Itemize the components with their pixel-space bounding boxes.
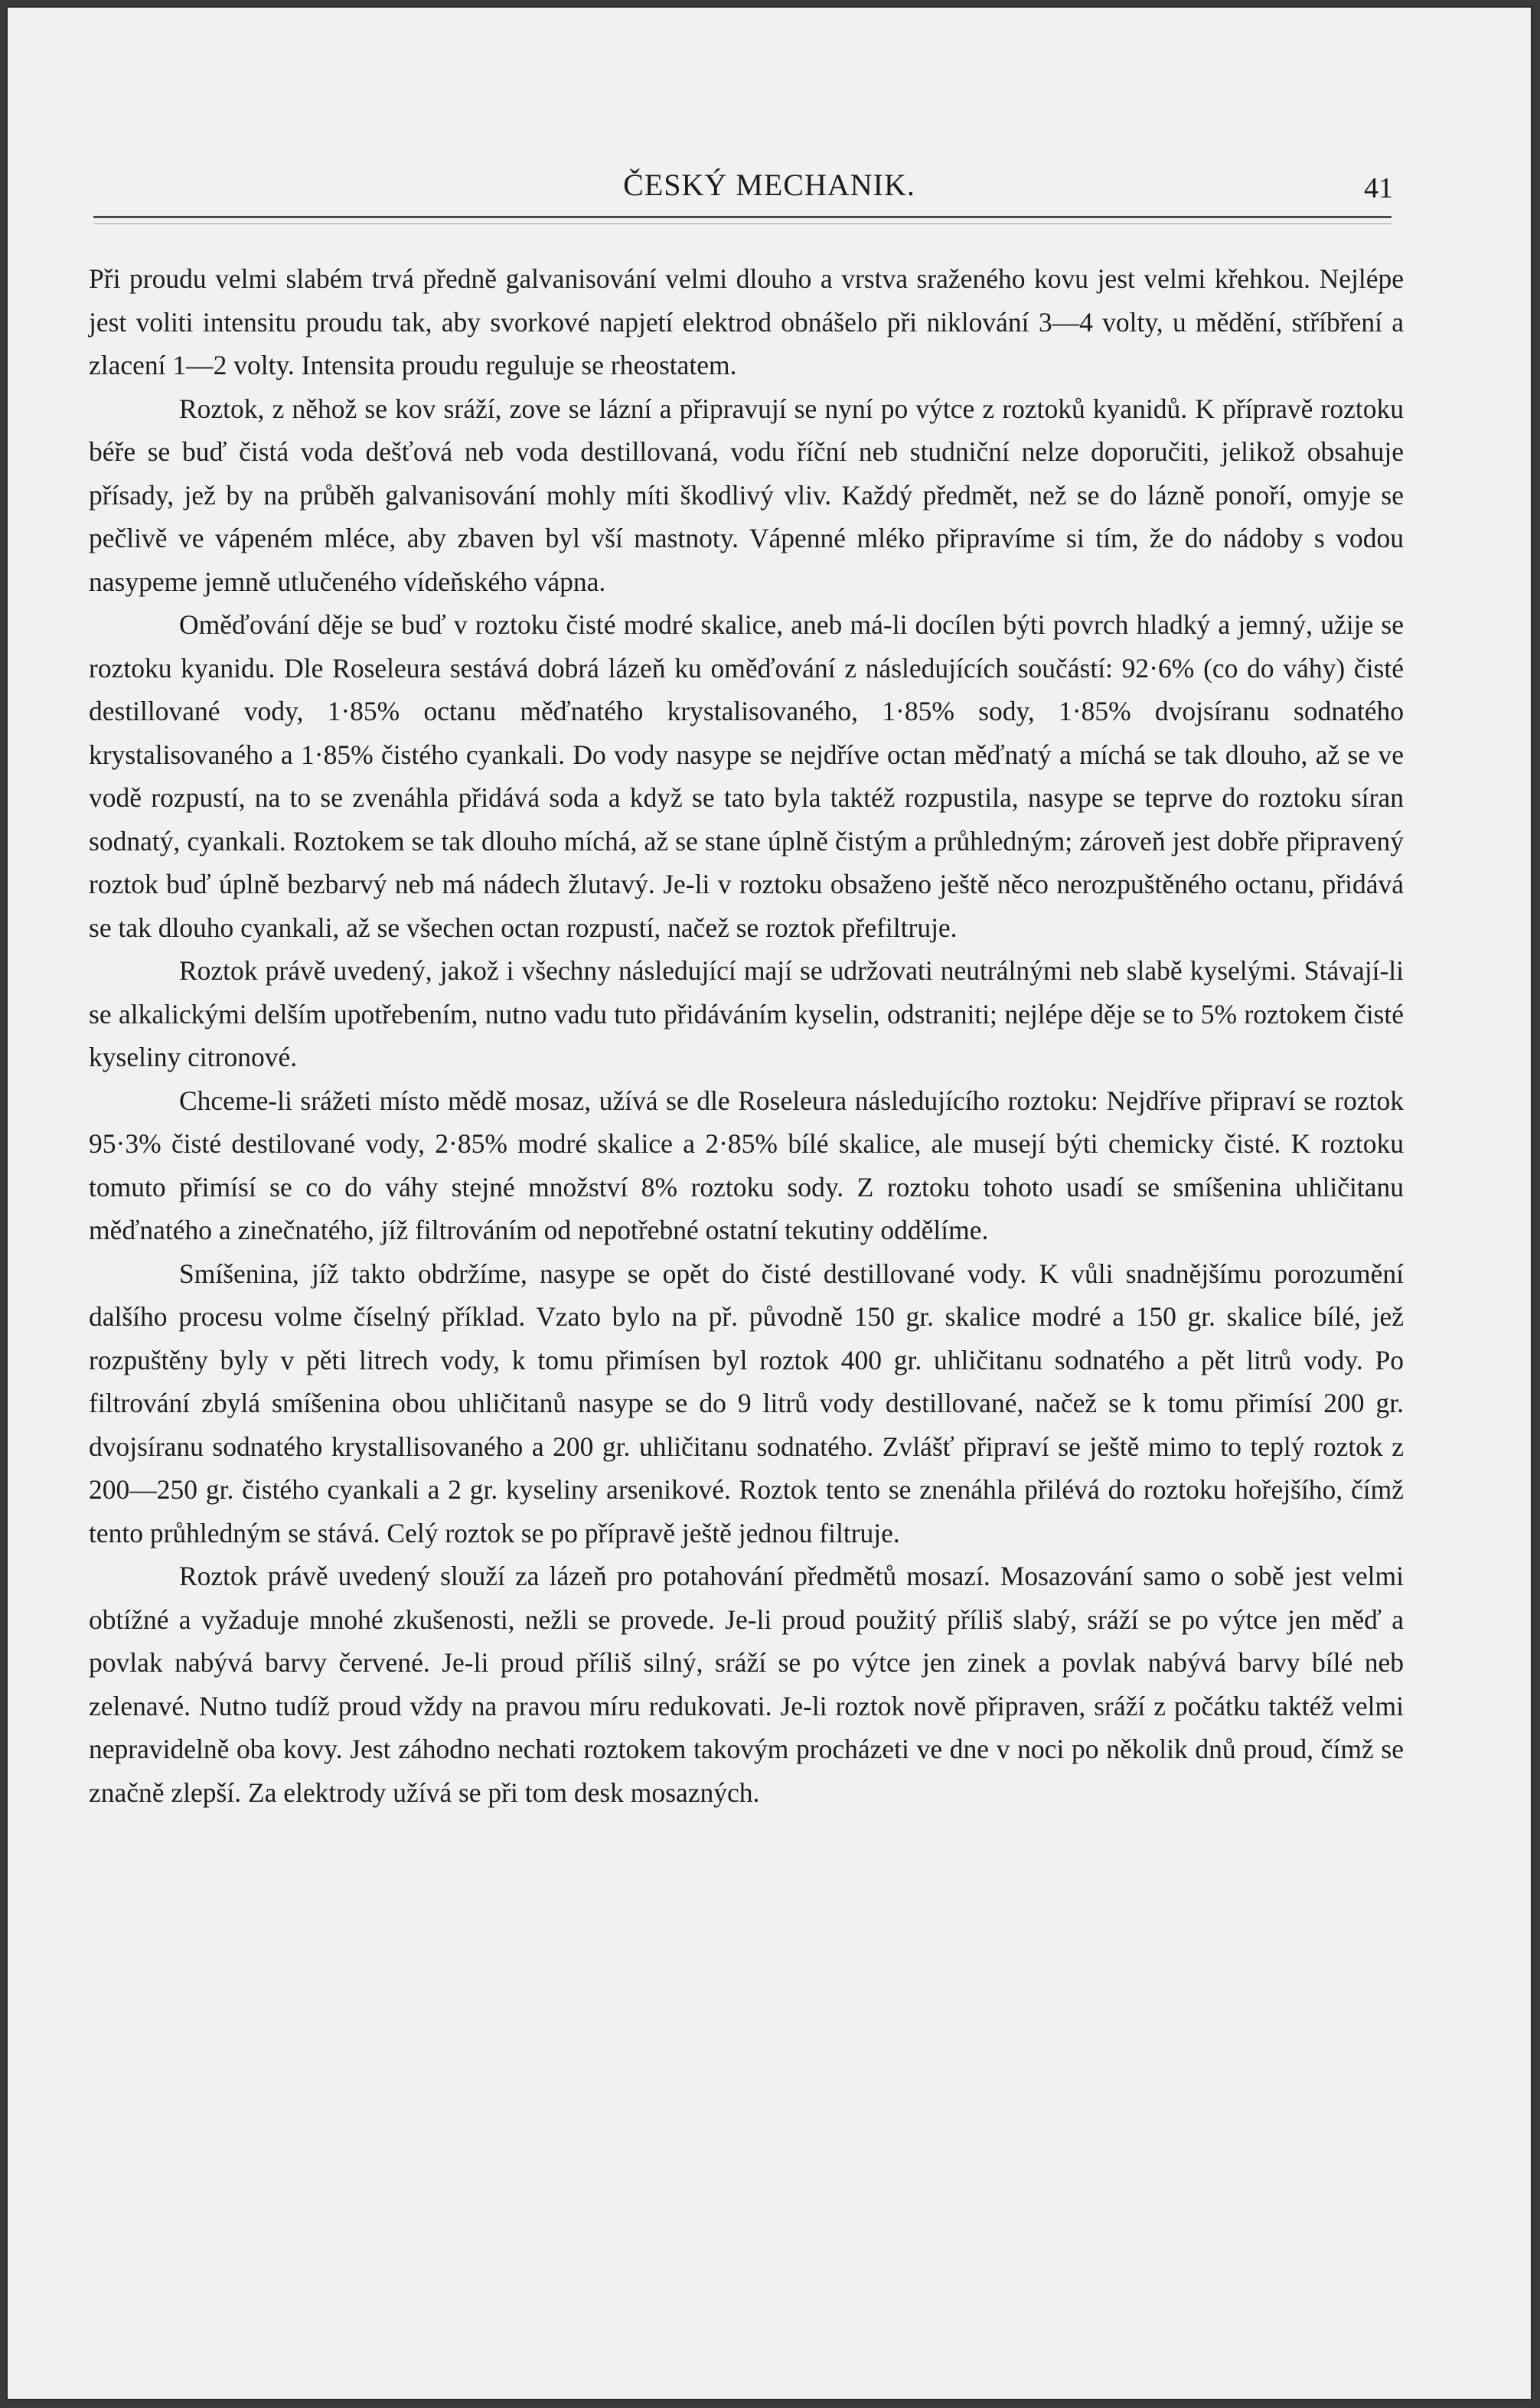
paragraph: Roztok právě uvedený slouží za lázeň pro potahování předmětů mosazí. Mosazování samo o sobě jest velmi obtížné a vyžaduje mnohé zkušenosti, nežli se provede. Je-li proud použitý příliš slabý, sráží se po výtce jen měď a povlak nabývá barvy červené. Je-li proud příliš silný, sráží se po výtce jen zinek a povlak nabývá barvy bílé neb zelenavé. Nutno tudíž proud vždy na pravou míru redukovati. Je-li roztok nově připraven, sráží z počátku taktéž velmi nepravidelně oba kovy. Jest záhodno nechati roztokem takovým procházeti ve dne v noci po několik dnů proud, čímž se značně zlepší. Za elektrody užívá se při tom desk mosazných. [89,1561,1404,1808]
paragraph: Oměďování děje se buď v roztoku čisté modré skalice, aneb má-li docílen býti povrch hladký a jemný, užije se roztoku kyanidu. Dle Roseleura sestává dobrá lázeň ku oměďování z následujících součástí: 92·6% (co do váhy) čisté destillované vody, 1·85% octanu měďnatého krystalisovaného, 1·85% sody, 1·85% dvojsíranu sodnatého krystalisovaného a 1·85% čistého cyankali. Do vody nasype se nejdříve octan měďnatý a míchá se tak dlouho, až se ve vodě rozpustí, na to se zvenáhla přidává soda a když se tato byla taktéž rozpustila, nasype se teprve do roztoku síran sodnatý, cyankali. Roztokem se tak dlouho míchá, až se stane úplně čistým a průhledným; zároveň jest dobře připravený roztok buď úplně bezbarvý neb má nádech žlutavý. Je-li v roztoku obsaženo ještě něco nerozpuštěného octanu, přidává se tak dlouho cyankali, až se všechen octan rozpustí, načež se roztok přefiltruje. [89,609,1404,943]
running-head [8,167,1531,213]
paragraph: Roztok, z něhož se kov sráží, zove se lázní a připravují se nyní po výtce z roztoků kyanidů. K přípravě roztoku béře se buď čistá voda dešťová neb voda destillovaná, vodu říční neb studniční nelze doporučiti, jelikož obsahuje přísady, jež by na průběh galvanisování mohly míti škodlivý vliv. Každý předmět, než se do lázně ponoří, omyje se pečlivě ve vápeném mléce, aby zbaven byl vší mastnoty. Vápenné mléko připravíme si tím, že do nádoby s vodou nasypeme jemně utlučeného vídeňského vápna. [89,393,1404,597]
running-title: ČESKÝ MECHANIK. [623,168,915,202]
body-text [89,257,1404,1814]
paragraph: Smíšenina, jíž takto obdržíme, nasype se opět do čisté destillované vody. K vůli snadnějšímu porozumění dalšího procesu volme číselný příklad. Vzato bylo na př. původně 150 gr. skalice modré a 150 gr. skalice bílé, jež rozpuštěny byly v pěti litrech vody, k tomu přimísen byl roztok 400 gr. uhličitanu sodnatého a pět litrů vody. Po filtrování zbylá smíšenina obou uhličitanů nasype se do 9 litrů vody destillované, načež se k tomu přimísí 200 gr. dvojsíranu sodnatého krystallisovaného a 200 gr. uhličitanu sodnatého. Zvlášť připraví se ještě mimo to teplý roztok z 200—250 gr. čistého cyankali a 2 gr. kyseliny arsenikové. Roztok tento se znenáhla přilévá do roztoku hořejšího, čímž tento průhledným se stává. Celý roztok se po přípravě ještě jednou filtruje. [89,1258,1404,1548]
page-number: 41 [1364,172,1393,204]
book-page [6,6,1532,2400]
paragraph: Chceme-li srážeti místo mědě mosaz, užívá se dle Roseleura následujícího roztoku: Nejdříve připraví se roztok 95·3% čisté destilované vody, 2·85% modré skalice a 2·85% bílé skalice, ale musejí býti chemicky čisté. K roztoku tomuto přimísí se co do váhy stejné množství 8% roztoku sody. Z roztoku tohoto usadí se smíšenina uhličitanu měďnatého a zinečnatého, jíž filtrováním od nepotřebné ostatní tekutiny oddělíme. [89,1085,1404,1245]
paragraph: Roztok právě uvedený, jakož i všechny následující mají se udržovati neutrálnými neb slabě kyselými. Stávají-li se alkalickými delším upotřebením, nutno vadu tuto přidáváním kyselin, odstraniti; nejlépe děje se to 5% roztokem čisté kyseliny citronové. [89,955,1404,1072]
paragraph: Při proudu velmi slabém trvá předně galvanisování velmi dlouho a vrstva sraženého kovu jest velmi křehkou. Nejlépe jest voliti intensitu proudu tak, aby svorkové napjetí elektrod obnášelo při niklování 3—4 volty, u mědění, stříbření a zlacení 1—2 volty. Intensita proudu reguluje se rheostatem. [89,263,1404,380]
header-rule [93,216,1392,218]
